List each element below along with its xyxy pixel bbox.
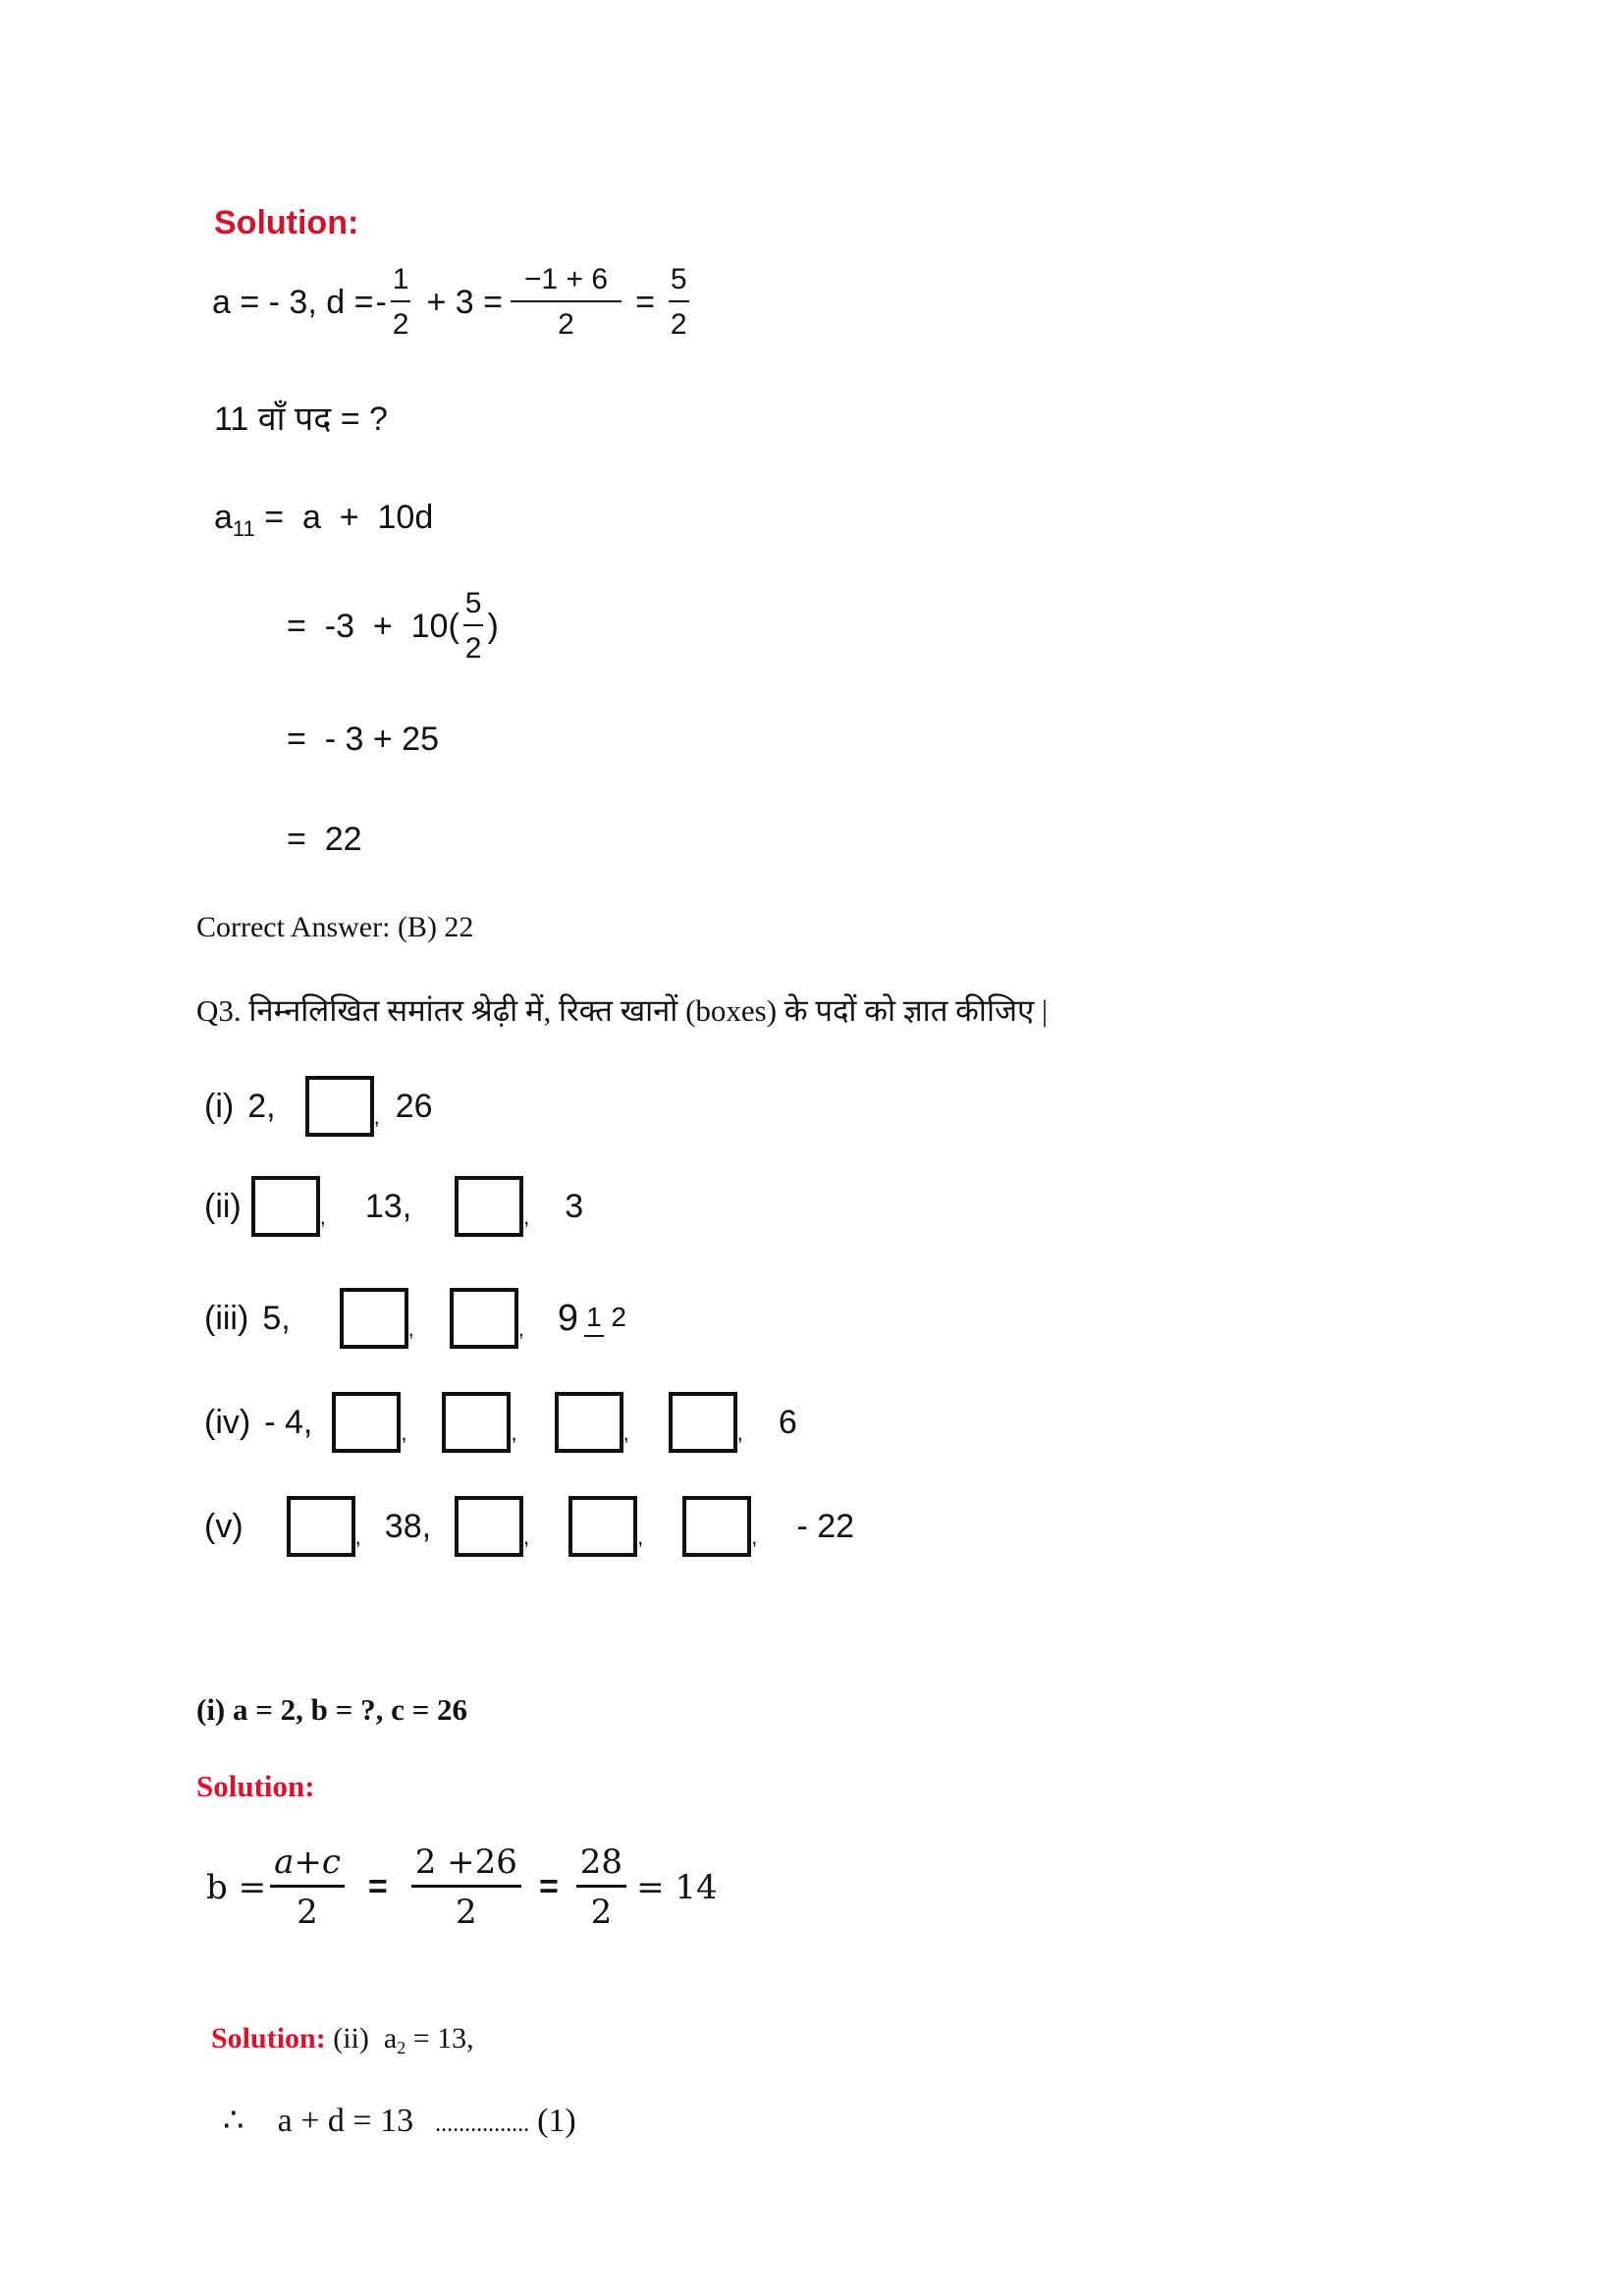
comma: , [407,1316,414,1341]
correct-answer: Correct Answer: (B) 22 [196,911,474,943]
blank-box[interactable] [442,1392,511,1453]
numerator: 1 [391,265,411,302]
equals-sign: = [367,1868,388,1905]
blank-box[interactable] [305,1076,374,1137]
comma: , [622,1420,629,1445]
step-simplify: = - 3 + 25 [287,721,439,758]
therefore-symbol: ∴ [223,2103,244,2139]
fraction-2-plus-26-over-2 [411,1842,521,1932]
series-row-iii [204,1288,630,1349]
blank-box[interactable] [669,1392,737,1453]
eq-lhs: a = - 3, d = [212,283,374,321]
denominator: 2 [456,1893,477,1932]
fraction-a-plus-c-over-2 [270,1842,345,1932]
numerator: 28 [576,1845,626,1888]
comma: , [637,1524,644,1549]
series-row-v [204,1496,854,1557]
denominator: 2 [670,308,687,341]
part-ii-value: = 13, [406,2022,474,2055]
a-symbol: a [214,499,233,536]
blank-box[interactable] [287,1496,355,1557]
denominator: 2 [297,1893,318,1932]
series-row-ii [204,1176,583,1237]
equals-sign: = [538,1868,559,1905]
row-label: (iii) [204,1299,249,1337]
fraction-five-half [463,589,484,664]
fraction-five-half [669,265,689,340]
comma: , [523,1524,530,1549]
minus-sign: - [375,283,387,321]
comma: , [401,1420,407,1445]
blank-box[interactable] [450,1288,518,1349]
comma: , [736,1420,743,1445]
term: 3 [565,1187,584,1225]
b-equation [206,1842,718,1932]
step-substitute [287,589,499,664]
term: - 4, [264,1403,313,1441]
formula-rest: = a + 10d [254,499,434,536]
term: 5, [262,1299,291,1337]
series-row-iv [204,1392,797,1453]
subscript-2: 2 [397,2038,406,2057]
solution-heading: Solution: [214,204,359,241]
a11-formula [214,499,433,542]
blank-box[interactable] [455,1176,523,1237]
comma: , [517,1316,524,1341]
numerator: 1 [584,1304,604,1337]
comma: , [523,1204,530,1229]
question-3-prompt: Q3. निम्नलिखित समांतर श्रेढ़ी में, रिक्त खानों (boxes) के पदों को ज्ञात कीजिए | [196,993,1049,1028]
blank-box[interactable] [555,1392,623,1453]
part-ii-text: (ii) a [325,2022,398,2055]
denominator: 2 [464,632,482,665]
step-result: = 22 [287,821,362,858]
comma: , [354,1524,361,1549]
blank-box[interactable] [568,1496,637,1557]
subscript-11: 11 [232,516,255,541]
blank-box[interactable] [682,1496,751,1557]
denominator: 2 [611,1302,626,1332]
equation: a + d = 13 [277,2103,414,2139]
row-label: (ii) [204,1187,242,1225]
mixed-number-fraction [584,1300,626,1337]
equation-a-d [212,265,693,340]
term: - 22 [796,1507,855,1545]
row-label: (i) [204,1087,235,1125]
comma: , [511,1420,517,1445]
eq-lhs: b = [206,1867,267,1907]
blank-box[interactable] [340,1288,408,1349]
solution-label: Solution: [211,2022,326,2055]
term: 13, [364,1187,412,1225]
step-text: = -3 + 10( [287,607,460,645]
comma: , [373,1104,380,1129]
denominator: 2 [590,1893,613,1932]
comma: , [319,1204,326,1229]
term: 6 [778,1403,797,1441]
plus-three: + 3 = [426,283,503,321]
denominator: 2 [392,308,409,341]
row-label: (v) [204,1507,243,1545]
blank-box[interactable] [251,1176,320,1237]
part-i-heading: (i) a = 2, b = ?, c = 26 [196,1692,468,1727]
blank-box[interactable] [332,1392,401,1453]
part-ii-solution-line [196,1989,474,2058]
fraction-neg1-plus6-over-2 [511,265,622,340]
close-paren: ) [487,607,499,645]
blank-box[interactable] [455,1496,523,1557]
term: 38, [384,1507,432,1545]
eleventh-term-question: 11 वाँ पद = ? [214,400,388,438]
numerator: 5 [669,265,689,302]
mixed-number-whole: 9 [557,1297,579,1339]
term: 26 [395,1087,433,1125]
numerator: a+c [270,1845,345,1888]
series-row-i [204,1076,433,1137]
comma: , [751,1524,758,1549]
numerator: −1 + 6 [511,265,622,302]
therefore-equation-1 [206,2063,576,2140]
fraction-one-half [391,265,411,340]
term: 2, [247,1087,276,1125]
numerator: 5 [463,589,484,626]
solution-heading: Solution: [196,1769,315,1803]
equation-reference: (1) [537,2103,576,2139]
row-label: (iv) [204,1403,251,1441]
equals-sign: = [635,283,655,321]
denominator: 2 [558,308,574,341]
numerator: 2 +26 [411,1845,521,1888]
leader-dots: ................ [435,2111,530,2137]
result: = 14 [636,1867,718,1907]
fraction-28-over-2 [576,1842,626,1932]
